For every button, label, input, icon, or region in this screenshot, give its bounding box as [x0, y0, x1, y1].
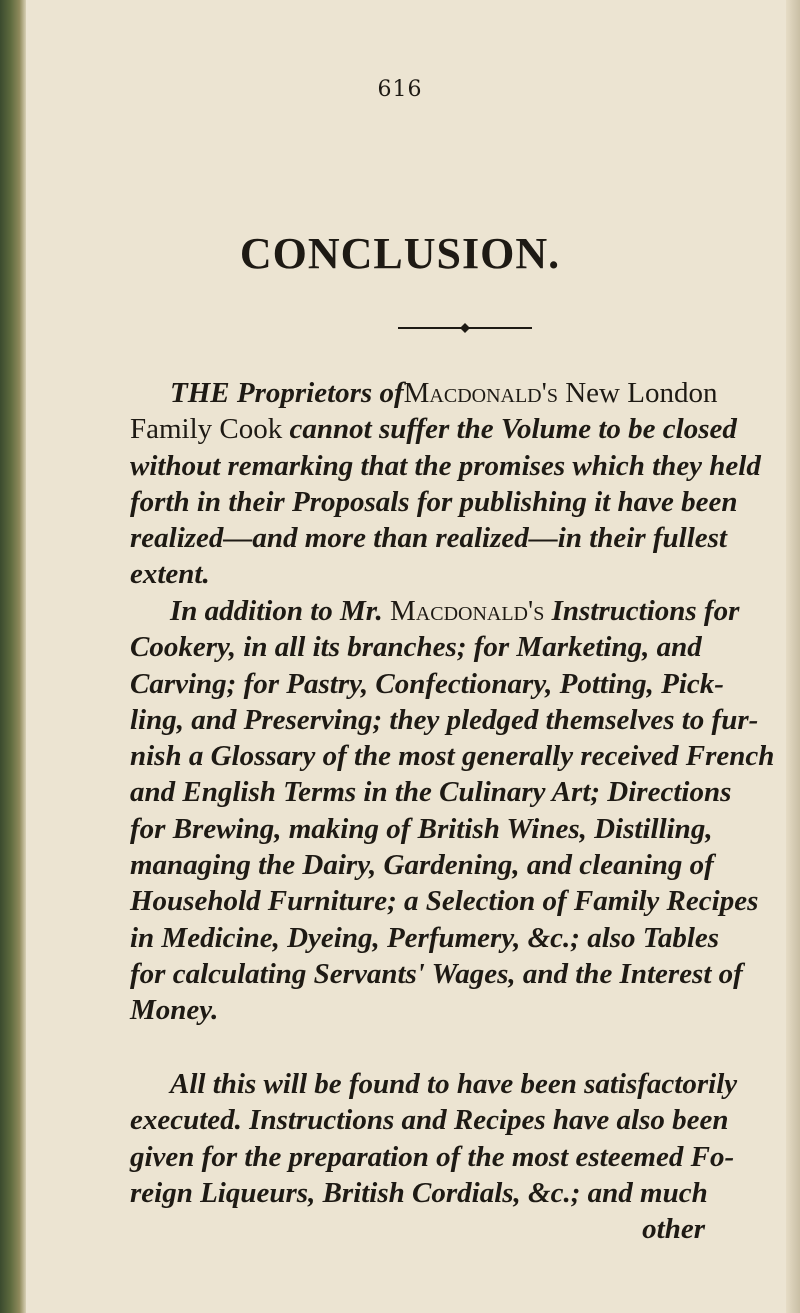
line: reign Liqueurs, British Cordials, &c.; and much: [130, 1176, 708, 1209]
book-gutter: [0, 0, 26, 1313]
line: ling, and Preserving; they pledged themselves to fur-: [130, 703, 759, 736]
text-span: New London: [565, 377, 718, 409]
line: extent.: [130, 558, 210, 591]
text-span: cannot suffer the Volume to be closed: [289, 413, 737, 446]
line: [130, 375, 740, 411]
paragraph-instructions: [130, 593, 775, 1029]
text-span: Family Cook: [130, 413, 283, 446]
paragraph-executed: [130, 1066, 740, 1247]
line: nish a Glossary of the most generally received French: [130, 740, 775, 773]
page-title: CONCLUSION.: [239, 229, 561, 278]
page-number: 616: [377, 77, 423, 102]
text-span: Macdonald's: [390, 595, 545, 627]
line: for calculating Servants' Wages, and the Interest of: [130, 957, 743, 990]
text-span: THE Proprietors of: [170, 377, 404, 409]
line: managing the Dairy, Gardening, and cleaning of: [130, 849, 714, 882]
line: for Brewing, making of British Wines, Distilling,: [130, 812, 713, 845]
line: [130, 593, 740, 629]
line: Carving; for Pastry, Confectionary, Potting, Pick-: [130, 667, 724, 700]
text-span: In addition to Mr.: [170, 595, 383, 627]
ornamental-rule: [398, 322, 532, 334]
line: Money.: [130, 994, 219, 1027]
line: and English Terms in the Culinary Art; Directions: [130, 776, 732, 809]
paragraph-proprietors: [130, 375, 761, 593]
line: forth in their Proposals for publishing it have been: [130, 485, 738, 518]
text-span: Instructions for: [551, 595, 740, 627]
line: in Medicine, Dyeing, Perfumery, &c.; also Tables: [130, 921, 720, 954]
text-span: All this will be found to have been satisfactorily: [170, 1068, 738, 1100]
line: realized—and more than realized—in their fullest: [130, 522, 727, 555]
line: executed. Instructions and Recipes have also been: [130, 1104, 729, 1137]
line: Cookery, in all its branches; for Marketing, and: [130, 631, 702, 664]
catchword: other: [642, 1213, 705, 1246]
line: without remarking that the promises which they held: [130, 449, 761, 482]
line: [130, 411, 740, 447]
page-edge: [786, 0, 800, 1313]
line: [130, 1066, 740, 1102]
text-span: Macdonald's: [403, 377, 558, 409]
line: given for the preparation of the most esteemed Fo-: [130, 1140, 735, 1173]
line: Household Furniture; a Selection of Family Recipes: [130, 885, 759, 918]
